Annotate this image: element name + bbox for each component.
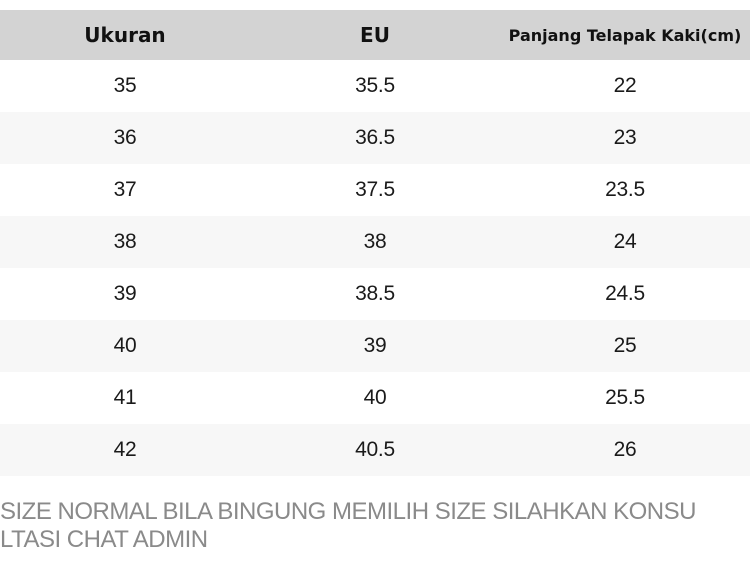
table-cell: 36 bbox=[113, 126, 137, 149]
table-cell: 26 bbox=[613, 438, 637, 461]
table-cell: 38 bbox=[363, 230, 387, 253]
column-header-eu: EU bbox=[360, 23, 390, 47]
table-cell: 38.5 bbox=[355, 282, 395, 305]
table-row bbox=[0, 320, 750, 372]
table-cell: 36.5 bbox=[355, 126, 395, 149]
table-cell: 38 bbox=[113, 230, 137, 253]
table-cell: 41 bbox=[113, 386, 137, 409]
table-row bbox=[0, 112, 750, 164]
top-spacer bbox=[0, 0, 750, 10]
table-cell: 22 bbox=[613, 74, 637, 97]
size-table bbox=[0, 10, 750, 476]
table-cell: 42 bbox=[113, 438, 137, 461]
table-row bbox=[0, 268, 750, 320]
table-cell: 35 bbox=[113, 74, 137, 97]
table-cell: 35.5 bbox=[355, 74, 395, 97]
table-header-row bbox=[0, 10, 750, 60]
table-cell: 23 bbox=[613, 126, 637, 149]
table-cell: 25.5 bbox=[605, 386, 645, 409]
table-cell: 39 bbox=[363, 334, 387, 357]
table-cell: 24.5 bbox=[605, 282, 645, 305]
table-body bbox=[0, 60, 750, 476]
size-note bbox=[0, 498, 750, 554]
table-row bbox=[0, 424, 750, 476]
table-cell: 39 bbox=[113, 282, 137, 305]
table-cell: 40.5 bbox=[355, 438, 395, 461]
column-header-panjang-telapak-kaki: Panjang Telapak Kaki(cm) bbox=[508, 25, 742, 45]
table-cell: 40 bbox=[113, 334, 137, 357]
size-note-line: LTASI CHAT ADMIN bbox=[0, 526, 208, 553]
column-header-ukuran: Ukuran bbox=[84, 23, 166, 47]
table-row bbox=[0, 372, 750, 424]
size-note-line: SIZE NORMAL BILA BINGUNG MEMILIH SIZE SILAHKAN KONSU bbox=[0, 498, 696, 525]
table-row bbox=[0, 60, 750, 112]
table-cell: 24 bbox=[613, 230, 637, 253]
table-cell: 40 bbox=[363, 386, 387, 409]
table-cell: 23.5 bbox=[605, 178, 645, 201]
table-cell: 37 bbox=[113, 178, 137, 201]
table-row bbox=[0, 164, 750, 216]
table-row bbox=[0, 216, 750, 268]
table-cell: 37.5 bbox=[355, 178, 395, 201]
table-cell: 25 bbox=[613, 334, 637, 357]
